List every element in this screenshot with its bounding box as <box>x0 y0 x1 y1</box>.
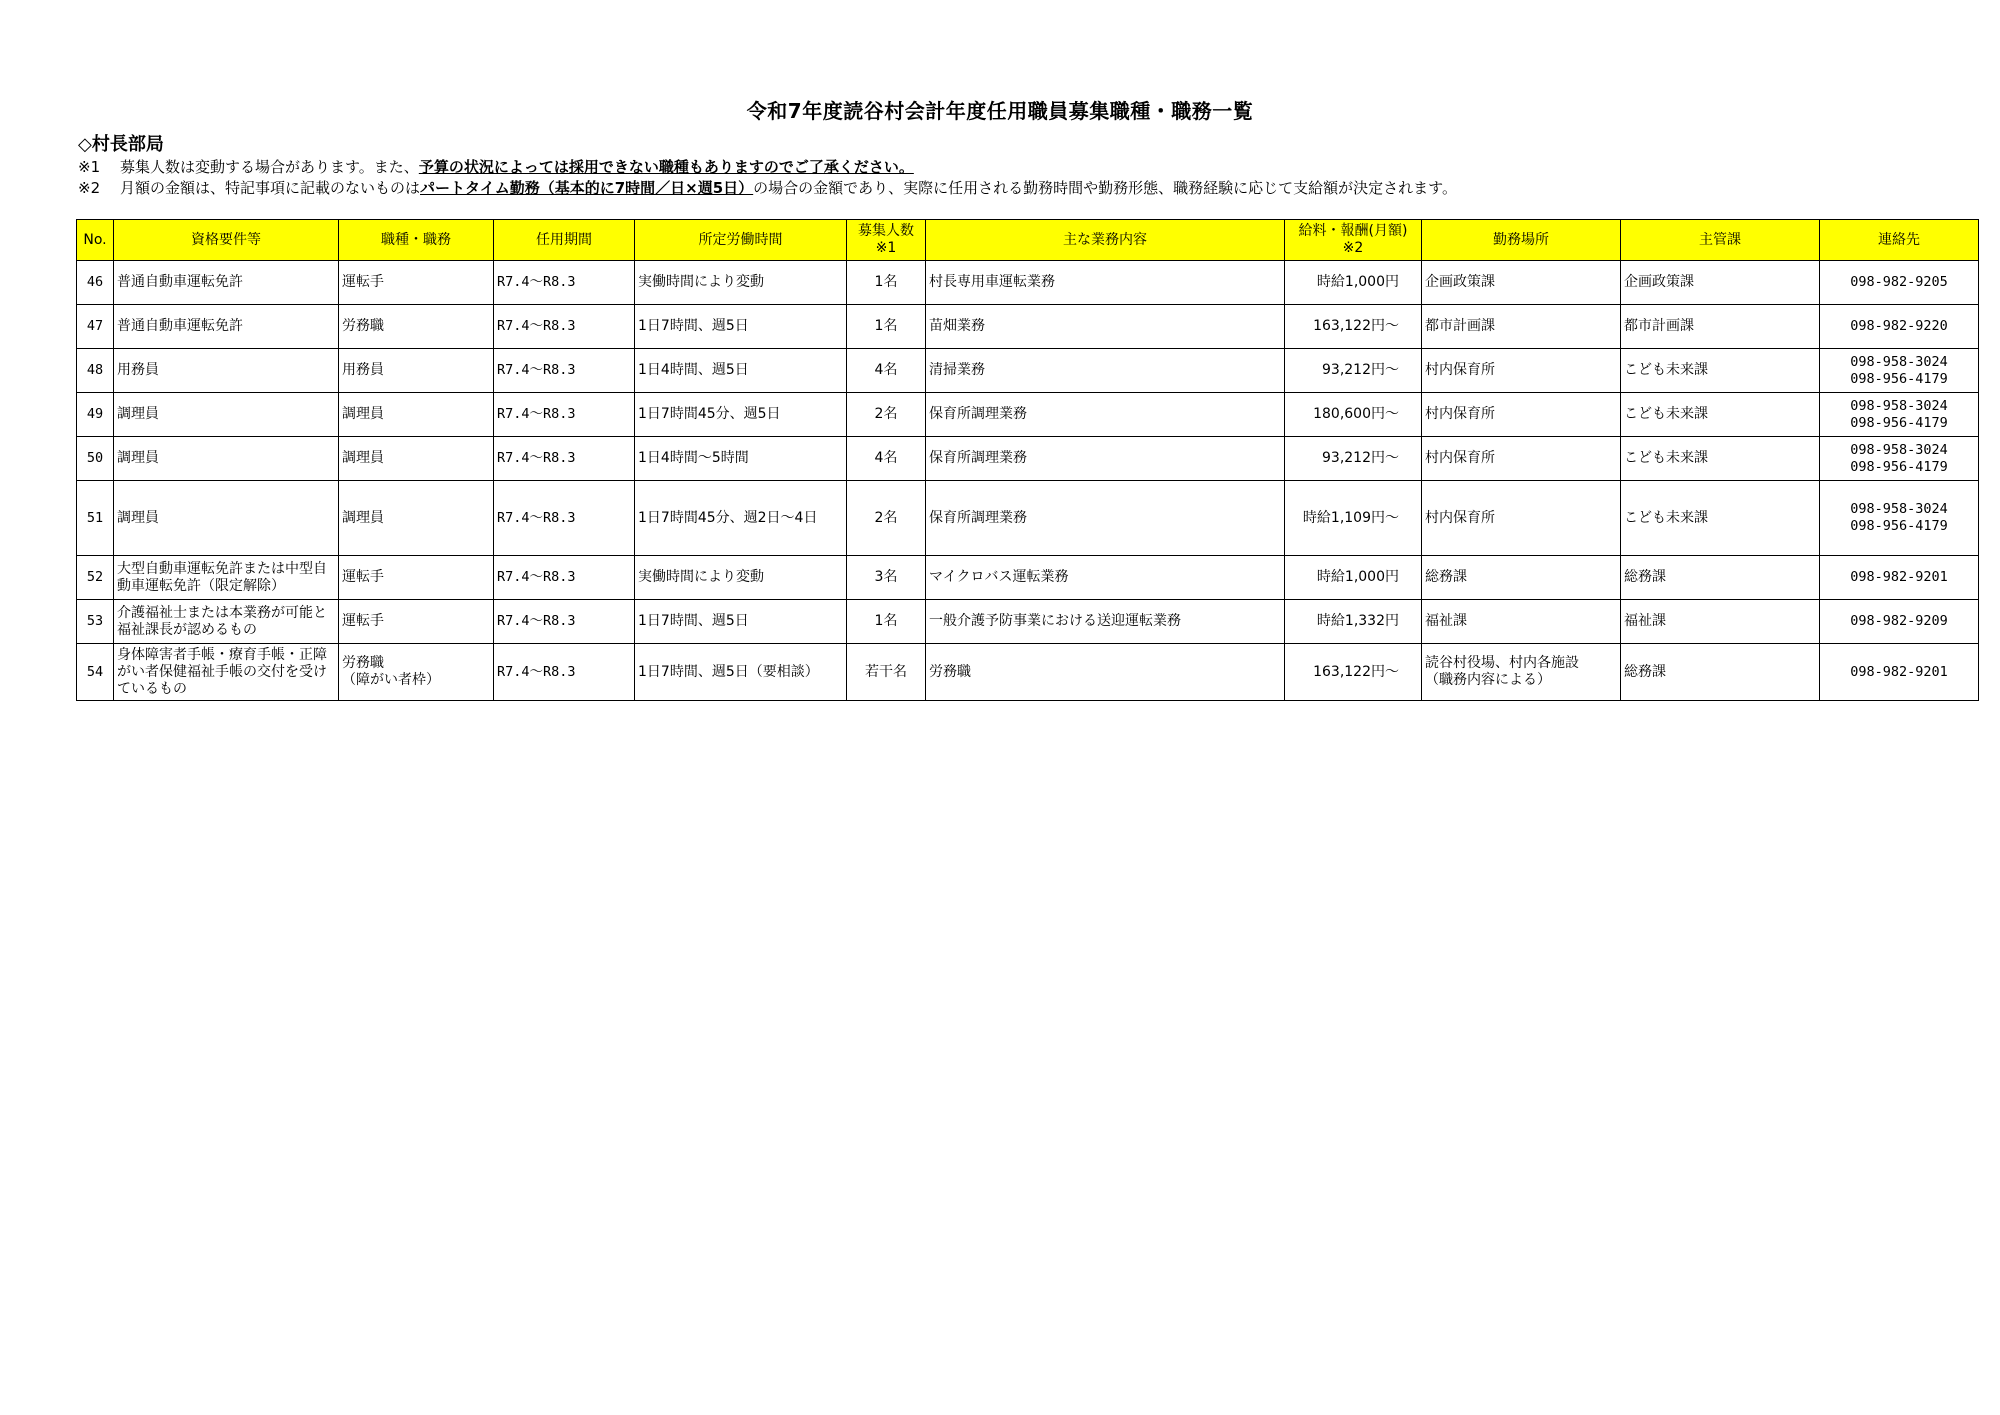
cell-contact <box>1820 305 1979 349</box>
job-listing-table <box>76 219 1979 701</box>
header-pay <box>1285 220 1422 261</box>
cell-count: 1名 <box>847 261 926 305</box>
cell-no: 53 <box>77 600 114 644</box>
cell-count: 3名 <box>847 556 926 600</box>
cell-count: 若干名 <box>847 644 926 701</box>
header-period: 任用期間 <box>494 220 635 261</box>
cell-hours: 1日4時間、週5日 <box>635 349 847 393</box>
header-job: 職種・職務 <box>339 220 494 261</box>
header-workplace: 勤務場所 <box>1422 220 1621 261</box>
cell-contact <box>1820 349 1979 393</box>
cell-job-line-1: 調理員 <box>342 406 384 422</box>
cell-job-line-1: 運転手 <box>342 569 384 585</box>
cell-workplace <box>1422 556 1621 600</box>
table-row <box>77 261 1979 305</box>
cell-contact-line-1: 098-982-9220 <box>1850 318 1948 334</box>
cell-count: 4名 <box>847 437 926 481</box>
cell-job <box>339 305 494 349</box>
table-row <box>77 349 1979 393</box>
cell-workplace-line-1: 企画政策課 <box>1425 274 1495 290</box>
cell-department: 総務課 <box>1621 644 1820 701</box>
cell-no: 50 <box>77 437 114 481</box>
table-row <box>77 556 1979 600</box>
cell-duties: 苗畑業務 <box>926 305 1285 349</box>
note-2 <box>78 177 1457 198</box>
cell-job-line-1: 労務職 <box>342 318 384 334</box>
cell-pay: 時給1,000円 <box>1285 261 1422 305</box>
cell-contact-line-1: 098-958-3024 <box>1850 501 1948 517</box>
cell-job-line-1: 運転手 <box>342 613 384 629</box>
cell-no: 48 <box>77 349 114 393</box>
cell-department: 企画政策課 <box>1621 261 1820 305</box>
cell-duties: 一般介護予防事業における送迎運転業務 <box>926 600 1285 644</box>
cell-job-line-2: （障がい者枠） <box>342 672 440 688</box>
note-1 <box>78 156 914 177</box>
cell-department: 福祉課 <box>1621 600 1820 644</box>
cell-workplace <box>1422 644 1621 701</box>
cell-workplace <box>1422 600 1621 644</box>
cell-job <box>339 437 494 481</box>
cell-job <box>339 556 494 600</box>
cell-period: R7.4～R8.3 <box>494 600 635 644</box>
cell-job <box>339 393 494 437</box>
cell-workplace <box>1422 261 1621 305</box>
header-count-note: ※1 <box>875 240 897 256</box>
header-count-label: 募集人数 <box>858 223 914 239</box>
cell-job <box>339 481 494 556</box>
cell-duties: 労務職 <box>926 644 1285 701</box>
cell-count: 2名 <box>847 481 926 556</box>
cell-job <box>339 261 494 305</box>
cell-qualification: 大型自動車運転免許または中型自動車運転免許（限定解除） <box>114 556 339 600</box>
cell-count: 2名 <box>847 393 926 437</box>
cell-hours: 実働時間により変動 <box>635 556 847 600</box>
cell-contact <box>1820 644 1979 701</box>
header-no: No. <box>77 220 114 261</box>
cell-contact-line-2: 098-956-4179 <box>1850 370 1948 387</box>
header-duties: 主な業務内容 <box>926 220 1285 261</box>
cell-pay: 時給1,332円 <box>1285 600 1422 644</box>
cell-pay: 時給1,109円～ <box>1285 481 1422 556</box>
cell-contact-line-1: 098-958-3024 <box>1850 397 1948 414</box>
cell-pay: 163,122円～ <box>1285 305 1422 349</box>
cell-workplace-line-1: 都市計画課 <box>1425 318 1495 334</box>
header-qualification: 資格要件等 <box>114 220 339 261</box>
cell-department: 総務課 <box>1621 556 1820 600</box>
cell-qualification: 介護福祉士または本業務が可能と福祉課長が認めるもの <box>114 600 339 644</box>
cell-contact-line-1: 098-958-3024 <box>1850 441 1948 458</box>
cell-qualification: 調理員 <box>114 437 339 481</box>
cell-duties: 保育所調理業務 <box>926 393 1285 437</box>
cell-job-line-1: 調理員 <box>342 509 384 526</box>
cell-department: こども未来課 <box>1621 349 1820 393</box>
cell-contact <box>1820 600 1979 644</box>
cell-workplace-line-1: 村内保育所 <box>1425 450 1495 466</box>
cell-workplace <box>1422 437 1621 481</box>
cell-contact-line-1: 098-958-3024 <box>1850 353 1948 370</box>
note-emphasis: パートタイム勤務（基本的に7時間／日×週5日） <box>420 179 754 197</box>
header-pay-label: 給料・報酬(月額) <box>1298 223 1408 239</box>
section-heading: ◇村長部局 <box>78 134 164 155</box>
cell-workplace-line-1: 村内保育所 <box>1425 362 1495 378</box>
table-row <box>77 437 1979 481</box>
cell-no: 47 <box>77 305 114 349</box>
cell-period: R7.4～R8.3 <box>494 437 635 481</box>
cell-qualification: 調理員 <box>114 481 339 556</box>
cell-pay: 93,212円～ <box>1285 437 1422 481</box>
cell-period: R7.4～R8.3 <box>494 349 635 393</box>
header-department: 主管課 <box>1621 220 1820 261</box>
cell-pay: 163,122円～ <box>1285 644 1422 701</box>
cell-qualification: 用務員 <box>114 349 339 393</box>
cell-no: 54 <box>77 644 114 701</box>
cell-contact-line-1: 098-982-9209 <box>1850 613 1948 629</box>
cell-contact <box>1820 556 1979 600</box>
cell-qualification: 普通自動車運転免許 <box>114 261 339 305</box>
cell-qualification: 普通自動車運転免許 <box>114 305 339 349</box>
cell-qualification: 調理員 <box>114 393 339 437</box>
cell-count: 4名 <box>847 349 926 393</box>
cell-job <box>339 600 494 644</box>
cell-hours: 1日7時間45分、週5日 <box>635 393 847 437</box>
cell-contact-line-1: 098-982-9201 <box>1850 569 1948 585</box>
cell-workplace-line-1: 村内保育所 <box>1425 509 1495 526</box>
cell-contact <box>1820 261 1979 305</box>
header-row <box>77 220 1979 261</box>
cell-period: R7.4～R8.3 <box>494 305 635 349</box>
cell-period: R7.4～R8.3 <box>494 644 635 701</box>
header-pay-note: ※2 <box>1342 240 1364 256</box>
cell-period: R7.4～R8.3 <box>494 481 635 556</box>
cell-workplace-line-1: 村内保育所 <box>1425 406 1495 422</box>
header-contact: 連絡先 <box>1820 220 1979 261</box>
table-row <box>77 600 1979 644</box>
cell-job-line-1: 労務職 <box>342 655 384 671</box>
note-mark: ※2 <box>78 179 101 197</box>
cell-duties: 保育所調理業務 <box>926 437 1285 481</box>
note-text: 募集人数は変動する場合があります。また、 <box>120 158 419 176</box>
cell-hours: 1日4時間～5時間 <box>635 437 847 481</box>
cell-duties: 村長専用車運転業務 <box>926 261 1285 305</box>
cell-pay: 時給1,000円 <box>1285 556 1422 600</box>
cell-no: 49 <box>77 393 114 437</box>
cell-workplace <box>1422 393 1621 437</box>
header-count <box>847 220 926 261</box>
cell-period: R7.4～R8.3 <box>494 261 635 305</box>
cell-workplace <box>1422 349 1621 393</box>
cell-pay: 93,212円～ <box>1285 349 1422 393</box>
cell-contact-line-2: 098-956-4179 <box>1850 458 1948 475</box>
note-text-tail: の場合の金額であり、実際に任用される勤務時間や勤務形態、職務経験に応じて支給額が決定されます。 <box>753 179 1457 197</box>
cell-job <box>339 349 494 393</box>
note-mark: ※1 <box>78 158 101 176</box>
table-row <box>77 644 1979 701</box>
cell-period: R7.4～R8.3 <box>494 556 635 600</box>
cell-job-line-1: 用務員 <box>342 362 384 378</box>
cell-no: 46 <box>77 261 114 305</box>
cell-no: 51 <box>77 481 114 556</box>
cell-workplace <box>1422 481 1621 556</box>
cell-count: 1名 <box>847 305 926 349</box>
cell-duties: 清掃業務 <box>926 349 1285 393</box>
cell-pay: 180,600円～ <box>1285 393 1422 437</box>
cell-contact-line-1: 098-982-9205 <box>1850 274 1948 290</box>
table-row <box>77 305 1979 349</box>
cell-workplace <box>1422 305 1621 349</box>
cell-workplace-line-1: 読谷村役場、村内各施設 <box>1425 655 1579 671</box>
cell-job-line-1: 運転手 <box>342 274 384 290</box>
cell-workplace-line-1: 福祉課 <box>1425 613 1467 629</box>
cell-contact <box>1820 481 1979 556</box>
table-row <box>77 481 1979 556</box>
cell-workplace-line-1: 総務課 <box>1425 569 1467 585</box>
cell-department: こども未来課 <box>1621 393 1820 437</box>
header-hours: 所定労働時間 <box>635 220 847 261</box>
cell-hours: 1日7時間、週5日 <box>635 600 847 644</box>
cell-department: こども未来課 <box>1621 437 1820 481</box>
cell-department: 都市計画課 <box>1621 305 1820 349</box>
cell-qualification: 身体障害者手帳・療育手帳・正障がい者保健福祉手帳の交付を受けているもの <box>114 644 339 701</box>
cell-contact-line-2: 098-956-4179 <box>1850 518 1948 534</box>
page-title: 令和7年度読谷村会計年度任用職員募集職種・職務一覧 <box>746 99 1254 123</box>
cell-no: 52 <box>77 556 114 600</box>
cell-hours: 1日7時間45分、週2日～4日 <box>635 481 847 556</box>
cell-hours: 実働時間により変動 <box>635 261 847 305</box>
cell-workplace-line-2: （職務内容による） <box>1425 672 1551 688</box>
cell-duties: マイクロバス運転業務 <box>926 556 1285 600</box>
cell-department: こども未来課 <box>1621 481 1820 556</box>
cell-period: R7.4～R8.3 <box>494 393 635 437</box>
cell-hours: 1日7時間、週5日（要相談） <box>635 644 847 701</box>
cell-contact-line-2: 098-956-4179 <box>1850 414 1948 431</box>
cell-count: 1名 <box>847 600 926 644</box>
cell-hours: 1日7時間、週5日 <box>635 305 847 349</box>
cell-duties: 保育所調理業務 <box>926 481 1285 556</box>
note-emphasis: 予算の状況によっては採用できない職種もありますのでご了承ください。 <box>418 158 914 176</box>
cell-job-line-1: 調理員 <box>342 450 384 466</box>
cell-contact <box>1820 437 1979 481</box>
cell-contact <box>1820 393 1979 437</box>
table-row <box>77 393 1979 437</box>
note-text: 月額の金額は、特記事項に記載のないものは <box>120 179 421 197</box>
cell-job <box>339 644 494 701</box>
cell-contact-line-1: 098-982-9201 <box>1850 663 1948 680</box>
